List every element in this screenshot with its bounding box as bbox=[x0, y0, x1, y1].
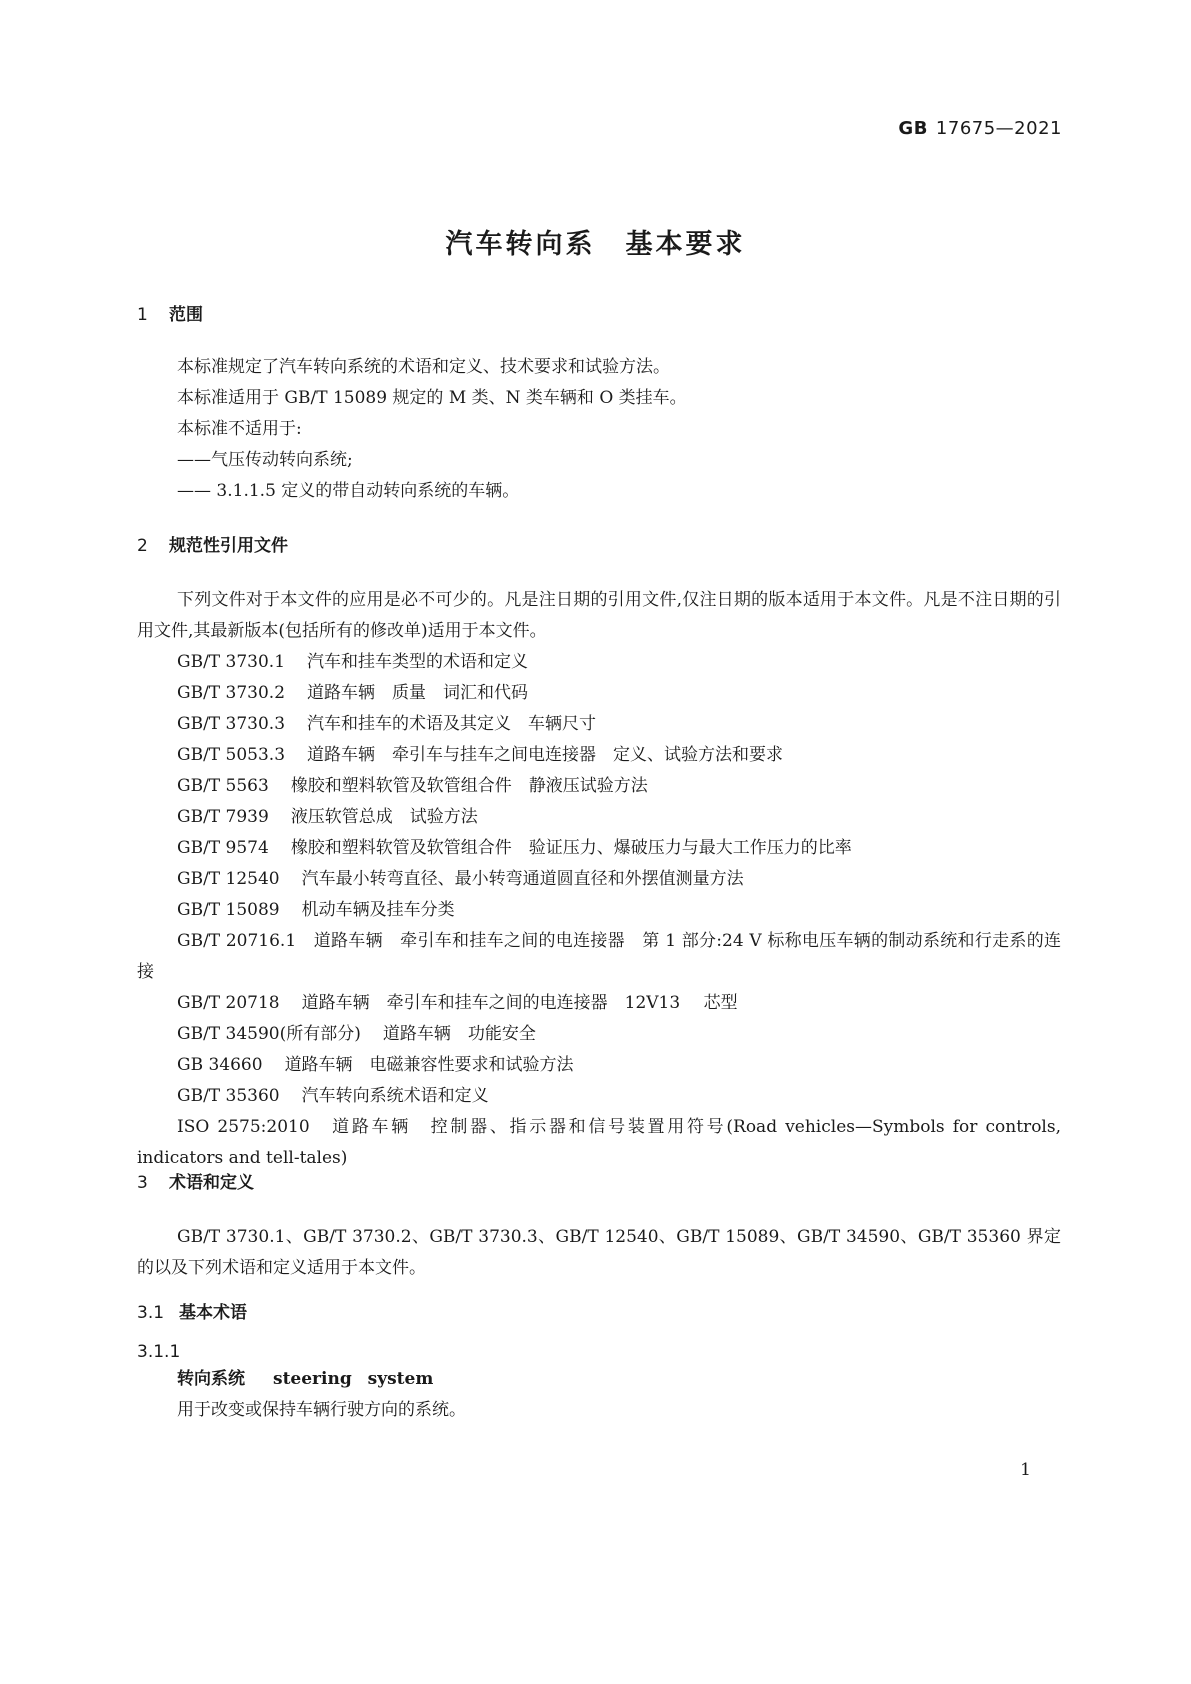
term-definition: 用于改变或保持车辆行驶方向的系统。 bbox=[177, 1400, 466, 1420]
references-intro: 下列文件对于本文件的应用是必不可少的。凡是注日期的引用文件,仅注日期的版本适用于本文件。凡是不注日期的引用文件,其最新版本(包括所有的修改单)适用于本文件。 bbox=[137, 590, 1061, 641]
section-2-body bbox=[137, 585, 1061, 1174]
reference-code: GB/T 15089 bbox=[177, 900, 280, 920]
section-3-heading bbox=[137, 1168, 254, 1193]
subsection-title: 基本术语 bbox=[179, 1303, 247, 1323]
section-1-heading bbox=[137, 300, 203, 325]
section-title: 范围 bbox=[169, 305, 203, 325]
section-1-body bbox=[137, 352, 1061, 507]
section-title: 规范性引用文件 bbox=[169, 536, 288, 556]
reference-title: 汽车最小转弯直径、最小转弯通道圆直径和外摆值测量方法 bbox=[301, 869, 744, 889]
term-english: steering system bbox=[273, 1369, 434, 1389]
standard-prefix: GB bbox=[898, 118, 928, 139]
reference-item-long: GB/T 20716.1 道路车辆 牵引车和挂车之间的电连接器 第 1 部分:24 V 标称电压车辆的制动系统和行走系的连接 bbox=[137, 931, 1061, 982]
reference-title: 道路车辆 牵引车与挂车之间电连接器 定义、试验方法和要求 bbox=[307, 745, 784, 765]
reference-code: GB 34660 bbox=[177, 1055, 263, 1075]
scope-line: ——气压传动转向系统; bbox=[177, 450, 353, 470]
reference-code: GB/T 9574 bbox=[177, 838, 269, 858]
reference-code: GB/T 5563 bbox=[177, 776, 269, 796]
term-heading bbox=[137, 1364, 1061, 1395]
section-title: 术语和定义 bbox=[169, 1173, 254, 1193]
section-2-heading bbox=[137, 531, 288, 556]
subsection-number: 3.1 bbox=[137, 1303, 165, 1323]
scope-line: 本标准适用于 GB/T 15089 规定的 M 类、N 类车辆和 O 类挂车。 bbox=[177, 388, 687, 408]
reference-item bbox=[137, 709, 1061, 740]
reference-title: 汽车和挂车的术语及其定义 车辆尺寸 bbox=[307, 714, 597, 734]
term-entry bbox=[137, 1364, 1061, 1426]
reference-title: 道路车辆 电磁兼容性要求和试验方法 bbox=[284, 1055, 574, 1075]
reference-item bbox=[137, 1050, 1061, 1081]
reference-item bbox=[137, 647, 1061, 678]
section-number: 3 bbox=[137, 1173, 148, 1193]
reference-item bbox=[137, 740, 1061, 771]
term-chinese: 转向系统 bbox=[177, 1369, 245, 1389]
reference-code: GB/T 35360 bbox=[177, 1086, 280, 1106]
reference-title: 汽车和挂车类型的术语和定义 bbox=[307, 652, 529, 672]
clause-number: 3.1.1 bbox=[137, 1342, 181, 1362]
document-title: 汽车转向系 基本要求 bbox=[445, 229, 746, 260]
reference-item bbox=[137, 1081, 1061, 1112]
page-header bbox=[898, 118, 1062, 139]
reference-item bbox=[137, 1019, 1061, 1050]
reference-item bbox=[137, 678, 1061, 709]
reference-item-long: ISO 2575:2010 道路车辆 控制器、指示器和信号装置用符号(Road vehicles—Symbols for controls, indicators and tell-tales) bbox=[137, 1117, 1061, 1168]
reference-item bbox=[137, 988, 1061, 1019]
subsection-3-1-heading bbox=[137, 1298, 247, 1323]
reference-code: GB/T 3730.2 bbox=[177, 683, 286, 703]
reference-title: 液压软管总成 试验方法 bbox=[290, 807, 478, 827]
reference-title: 道路车辆 功能安全 bbox=[382, 1024, 536, 1044]
reference-code: GB/T 34590(所有部分) bbox=[177, 1024, 361, 1044]
section-number: 1 bbox=[137, 305, 148, 325]
reference-item bbox=[137, 895, 1061, 926]
reference-item bbox=[137, 771, 1061, 802]
reference-title: 橡胶和塑料软管及软管组合件 静液压试验方法 bbox=[290, 776, 648, 796]
reference-code: GB/T 20718 bbox=[177, 993, 280, 1013]
reference-code: GB/T 3730.1 bbox=[177, 652, 286, 672]
page-number: 1 bbox=[1020, 1460, 1031, 1480]
reference-code: GB/T 3730.3 bbox=[177, 714, 286, 734]
reference-title: 道路车辆 质量 词汇和代码 bbox=[307, 683, 529, 703]
section-3-body bbox=[137, 1222, 1061, 1284]
reference-item bbox=[137, 833, 1061, 864]
scope-line: —— 3.1.1.5 定义的带自动转向系统的车辆。 bbox=[177, 481, 520, 501]
reference-title: 汽车转向系统术语和定义 bbox=[301, 1086, 489, 1106]
reference-code: GB/T 7939 bbox=[177, 807, 269, 827]
reference-item bbox=[137, 864, 1061, 895]
terms-intro: GB/T 3730.1、GB/T 3730.2、GB/T 3730.3、GB/T 12540、GB/T 15089、GB/T 34590、GB/T 35360 界定的以及下列术语和定义适用于本文件。 bbox=[137, 1227, 1061, 1278]
reference-title: 橡胶和塑料软管及软管组合件 验证压力、爆破压力与最大工作压力的比率 bbox=[290, 838, 852, 858]
reference-title: 机动车辆及挂车分类 bbox=[301, 900, 455, 920]
standard-number: 17675—2021 bbox=[935, 118, 1062, 139]
scope-line: 本标准规定了汽车转向系统的术语和定义、技术要求和试验方法。 bbox=[177, 357, 670, 377]
section-number: 2 bbox=[137, 536, 148, 556]
reference-item bbox=[137, 802, 1061, 833]
scope-line: 本标准不适用于: bbox=[177, 419, 302, 439]
reference-code: GB/T 12540 bbox=[177, 869, 280, 889]
reference-title: 道路车辆 牵引车和挂车之间的电连接器 12V13 芯型 bbox=[301, 993, 738, 1013]
reference-code: GB/T 5053.3 bbox=[177, 745, 286, 765]
